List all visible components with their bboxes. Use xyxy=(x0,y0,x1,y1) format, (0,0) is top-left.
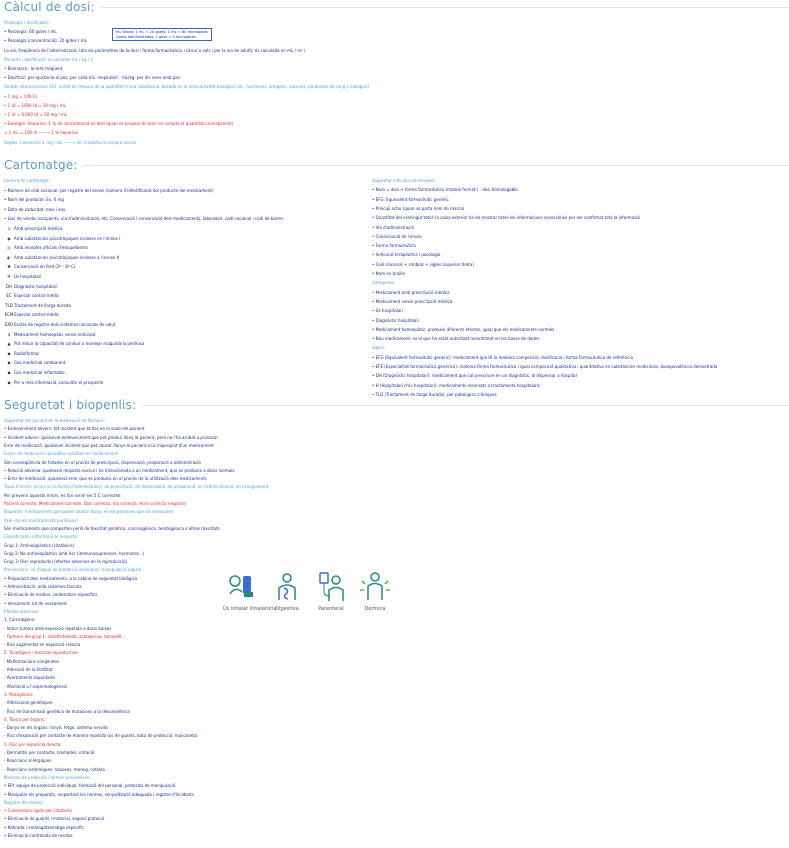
note-line xyxy=(372,318,419,323)
note-text: 1. Carcinògens: xyxy=(4,617,36,623)
note-text: - Reaccions al·lèrgiques xyxy=(4,758,52,764)
note-line xyxy=(4,29,57,34)
note-line xyxy=(372,187,518,192)
note-line xyxy=(372,299,452,304)
note-line xyxy=(4,518,78,523)
note-text: Diagnòstic hospitalari xyxy=(14,283,58,289)
note-text: Radiofàrmac xyxy=(14,350,40,356)
note-line xyxy=(372,364,717,369)
note-text: • EFG: Equivalent farmacèutic genèric xyxy=(372,196,449,202)
note-line xyxy=(4,245,88,250)
note-line xyxy=(4,426,144,431)
note-line xyxy=(4,341,144,346)
note-line xyxy=(4,758,51,763)
note-text: • Diagnòstic hospitalari xyxy=(372,317,420,323)
carton-symbol-icon: ⊙ xyxy=(7,226,11,231)
note-text: • Contenidors rígids per citotòxics xyxy=(4,808,73,814)
section-title-seguretat xyxy=(4,398,789,412)
section-title-cartonatge xyxy=(4,158,789,172)
note-text: Què són els medicaments perillosos? xyxy=(4,517,79,523)
note-line xyxy=(4,274,41,279)
note-line xyxy=(4,792,194,797)
note-text: Pacients i dosificació: es calculen mL / kg / h xyxy=(4,56,94,62)
note-text: ↳ 1 mL = 100 UI ——→ 1 % heparina xyxy=(4,130,78,136)
note-line xyxy=(4,543,74,548)
note-text: • Manipular els preparats, respectant les normes, senyalització adequada i registre d'incidents xyxy=(4,791,194,797)
note-text: • Reacció adversa: qualsevol resposta nociva i no intencionada a un medicament, que es produeix a dosis normals xyxy=(4,467,235,473)
note-line xyxy=(4,130,78,135)
note-line xyxy=(4,559,127,564)
note-line xyxy=(4,103,66,108)
note-text: • Posologia: 60 gotes / mL xyxy=(4,29,57,35)
note-text: • Incident advers: qualsevol esdeveniment que pot produir dany al pacient, però no l'ha arribat a provocar xyxy=(4,434,218,440)
note-text: • Via d'administració xyxy=(372,224,414,230)
note-text: Categories: xyxy=(372,280,395,286)
note-text: Grup 2: No antineoplàstics amb risc (immunosupressors, hormones...) xyxy=(4,550,145,556)
note-line xyxy=(4,717,45,722)
note-line xyxy=(4,642,80,647)
note-line xyxy=(4,94,37,99)
note-line: mL sàlvia: 1 mL = 20 gotes; 1 mL = 60 microgotes xyxy=(116,30,208,34)
note-line xyxy=(4,667,53,672)
note-line xyxy=(4,709,130,714)
note-text: • Forma farmacèutica xyxy=(372,243,416,249)
note-text: • Indicació terapèutica i posologia xyxy=(372,252,441,258)
note-line xyxy=(4,360,65,365)
note-line xyxy=(4,501,186,506)
note-text: - Avortaments espontanis xyxy=(4,675,56,681)
note-line xyxy=(4,443,214,448)
note-line xyxy=(4,332,95,337)
carton-symbol-icon: ◆ xyxy=(7,370,11,375)
note-text: • DH (Diagnòstic hospitalari): medicament que cal prescriure en un diagnòstic, al dispensar a hospital xyxy=(372,373,577,379)
note-text: • Administració: amb sistemes tancats xyxy=(4,584,82,589)
note-line xyxy=(4,626,111,631)
note-line xyxy=(4,700,53,705)
note-line xyxy=(4,48,306,53)
note-text: - Afectació a l'espermatogènesi xyxy=(4,683,68,689)
note-line xyxy=(372,197,449,202)
carton-symbol-icon: ◎ xyxy=(7,245,11,251)
note-text: - Fàrmacs del grup 1: ciclofosfamida, azatioprina, tamoxifè... xyxy=(4,633,126,639)
note-text: • Posologia (concentració): 20 gotes / mL xyxy=(4,38,87,44)
note-line xyxy=(4,226,62,231)
note-text: • Retirada i emmagatzematge específic xyxy=(4,824,84,830)
note-text: Són medicaments que comporten perill de toxicitat genètica, carcinogènica, teratogènica o altres toxicitats xyxy=(4,525,220,531)
note-text: Error de medicació: qualsevol incident que pot causar danys al pacient o ús inapropiat d'un medicament xyxy=(4,442,214,448)
note-line xyxy=(372,215,640,220)
iv-drip-icon xyxy=(314,572,348,606)
note-text: - Reaccions sistèmiques: nàusees, mareig, cefalea xyxy=(4,766,105,772)
note-line xyxy=(4,833,73,838)
note-text: Conservació en fred (2º - 8º C) xyxy=(14,264,76,270)
note-line xyxy=(4,216,283,221)
route-caption: Digestiva xyxy=(275,606,299,612)
note-text: - Alteracions genètiques xyxy=(4,700,53,706)
note-line xyxy=(4,526,220,531)
note-line xyxy=(4,38,87,43)
note-text: 2. Teratògens i toxicitat reproductiva: xyxy=(4,650,79,656)
note-text: • Número de codi nacional: per registre del servei (número d'identificació del producte del medicament) xyxy=(4,187,214,193)
note-text: Posologia i dosificació: xyxy=(4,20,50,25)
note-text: • Esdeveniment advers: tot incident que té lloc en la salut del pacient xyxy=(4,426,145,432)
note-text: - Danys en els òrgans: ronyó, fetge, sistema nerviós xyxy=(4,725,109,731)
note-text: - Alteració de la fertilitat xyxy=(4,667,53,672)
note-line xyxy=(4,783,175,788)
note-line xyxy=(4,617,35,622)
note-text: Especial control mèdic xyxy=(14,312,60,318)
note-line xyxy=(4,293,59,298)
note-line xyxy=(372,355,633,360)
note-line xyxy=(372,178,436,183)
note-text: Amb substàncies psicotròpiques incloses a l'annex II xyxy=(14,254,120,260)
note-text: • Conservació de l'envàs xyxy=(372,233,422,239)
note-line xyxy=(4,576,137,581)
note-text: Medicament homeopàtic sense indicació xyxy=(14,331,96,337)
note-text: 4. Tòxics per òrgans: xyxy=(4,716,46,722)
note-line xyxy=(4,84,369,89)
note-text: Tractament de llarga durada xyxy=(14,302,71,308)
note-text: • Principi actiu (quan no porta nom de marca) xyxy=(372,205,465,211)
note-line xyxy=(4,112,67,117)
carton-symbol-icon: EC xyxy=(6,293,12,299)
note-line xyxy=(4,322,116,327)
note-line xyxy=(372,225,414,230)
note-line xyxy=(4,380,103,385)
note-line xyxy=(4,493,122,498)
note-line xyxy=(4,725,108,730)
note-text: • Data de caducitat: mes i any xyxy=(4,206,66,212)
note-text: Unitats internacionals (UI): unitat de mesura de la quantitat d'una substància, basada en la seva activitat biològica (vit., hormones, antígens, vacunes, productes de sang o biològics) xyxy=(4,84,370,90)
note-line xyxy=(4,188,213,193)
note-text: Biopenlis: medicaments que poden causar danys en les persones que els manipulen xyxy=(4,509,174,515)
carton-symbol-icon: ◉ xyxy=(7,235,11,241)
note-line xyxy=(4,592,97,597)
note-line xyxy=(4,684,67,689)
note-line xyxy=(4,650,79,655)
note-text: • EPI: equips de protecció individual, formació del personal, protocols de manipulació xyxy=(4,783,176,789)
note-text: - Risc augmentat en exposició crònica xyxy=(4,642,81,648)
note-line xyxy=(4,121,233,126)
note-text: Amb receptes oficials d'estupefaents xyxy=(14,245,89,251)
note-text: • Nom en braille xyxy=(372,271,405,276)
note-text: Classificació i informació al respecte: xyxy=(4,534,79,540)
note-line xyxy=(372,206,464,211)
section-title-text: Càlcul de dosi: xyxy=(4,0,95,14)
carton-symbol-icon: ◆ xyxy=(7,360,11,366)
note-line xyxy=(4,264,75,269)
note-text: • H (Hospitalari d'ús hospitalari): medicaments reservats a tractaments hospitalaris xyxy=(372,382,541,388)
note-line xyxy=(4,207,65,212)
note-line xyxy=(4,733,198,738)
inhaler-icon xyxy=(226,572,260,606)
carton-symbol-icon: ▲ xyxy=(7,341,11,347)
note-text: • Preparació dels medicaments: a la cabina de seguretat biològica xyxy=(4,575,138,581)
note-line: Gotes administrades: 1 gota = 3 microgotes xyxy=(116,34,196,39)
note-text: - Risc de transmissió genètica de mutacions a la descendència xyxy=(4,708,130,714)
note-line xyxy=(4,775,90,780)
carton-symbol-icon: DH xyxy=(5,283,13,289)
note-text: • 1 UI = 1000 UI = 30 mg / mL xyxy=(4,102,66,108)
note-text: Seguretat indicada als envasos: xyxy=(372,178,436,183)
route-caption: Ús inhalat Inhalatòria xyxy=(223,606,277,612)
note-text: Lectura de cartonatge: xyxy=(4,178,50,183)
route-caption: Parenteral xyxy=(318,606,344,612)
note-line xyxy=(4,609,39,614)
digestive-icon xyxy=(270,572,304,606)
note-line xyxy=(4,509,173,514)
note-text: Efectes adversos: xyxy=(4,608,40,614)
note-text: • Nom = dosi + forma farmacèutica (mateix format ) · dosi homologable xyxy=(372,187,518,193)
note-line xyxy=(4,634,125,639)
note-line xyxy=(4,808,72,813)
note-text: • EFE (Especialitat farmacèutica genèrica): mateixa forma farmacèutica i igual composició qualitativa i quantitativa en substàncies medicinals, bioequivalència demostrada xyxy=(372,364,718,369)
note-text: • Nou medicament: es el que ha estat autoritzat recentment en les bases de dades xyxy=(372,336,540,342)
note-line xyxy=(4,435,218,440)
note-text: 5. Risc per exposició directa: xyxy=(4,741,62,747)
note-text: • 1 mg = 100 UI xyxy=(4,93,37,99)
note-line xyxy=(372,252,441,257)
note-text: Pot reduir la capacitat de conduir o manejar maquinària perillosa xyxy=(14,341,145,347)
note-text: • Vessament: kit de vessament xyxy=(4,600,67,606)
route-caption: Dèrmica xyxy=(364,606,386,612)
note-line xyxy=(4,370,65,375)
section-title-dosis xyxy=(4,0,789,14)
note-line xyxy=(4,236,120,241)
note-line xyxy=(372,234,422,239)
note-line xyxy=(372,308,403,313)
note-line xyxy=(372,345,385,350)
note-text: Regles: Conversió: 1 mg / mL ——→ ml. Freqüència sempre assolir xyxy=(4,139,137,145)
note-line xyxy=(372,327,554,332)
note-line xyxy=(4,140,136,145)
carton-symbol-icon: H xyxy=(7,274,11,279)
note-text: - Malformacions congènites xyxy=(4,658,60,664)
note-line xyxy=(4,601,67,606)
note-line xyxy=(4,178,50,183)
note-line xyxy=(4,484,268,489)
note-line xyxy=(4,460,201,465)
note-line xyxy=(4,675,55,680)
note-text: - Induir tumors amb exposició repetida a dosis baixes xyxy=(4,625,112,631)
note-text: • Medicament homeopàtic: produeix diferents efectes, igual que els medicaments normals xyxy=(372,326,555,332)
note-text: Per prevenir aquests errors, es fan servir les 5 C correctes: xyxy=(4,492,122,498)
note-text: • Codi nacional + símbols + sigles (superior dreta) xyxy=(372,261,474,267)
note-text: • Lloc de venda: excipients, via d'administració, etc. Conservació i conservació dels medicaments, laboratori, codi nacional i codi de barres xyxy=(4,216,284,222)
note-line xyxy=(4,197,64,202)
note-text: Exclòs de registre dels sistemes nacionals de salut xyxy=(14,322,116,327)
note-text: Ús hospitalari xyxy=(14,274,42,279)
note-text: • Quantitat del contingut total: la caixa exterior ha de mostrar totes les informacions necessàries per ser confirmat tota la informació xyxy=(372,215,640,221)
note-text: Gas medicinal comburent xyxy=(14,360,66,366)
note-line xyxy=(4,351,39,356)
note-line xyxy=(372,271,405,276)
note-text: • Medicament amb prescripció mèdica xyxy=(372,289,450,295)
note-line xyxy=(4,551,144,556)
carton-symbol-icon: ECM xyxy=(4,312,14,318)
note-line xyxy=(4,534,78,539)
note-line xyxy=(4,418,105,423)
carton-symbol-icon: TLD xyxy=(5,302,13,308)
note-line xyxy=(4,825,84,830)
note-text: Precaucions: ús d'equip de protecció individual i manipulació segura xyxy=(4,567,142,573)
note-text: Sigles: xyxy=(372,345,386,351)
note-text: • EFG (Equivalent farmacèutic genèric): medicament que té la mateixa composició, dosificació i forma farmacèutica de referència xyxy=(372,354,633,360)
carton-symbol-icon: ✱ xyxy=(7,264,11,270)
note-line xyxy=(4,659,59,664)
note-line xyxy=(372,392,497,397)
note-text: Seguretat del pacient en la medicació de fàrmacs: xyxy=(4,418,105,423)
note-text: • Eliminació de residus: contenidors específics xyxy=(4,592,98,598)
note-line xyxy=(4,692,33,697)
note-text: Gas medicinal inflamable xyxy=(14,370,65,375)
note-text: Pacient correcte, Medicament correcte, Dosi correcta, Via correcta, Hora correcta (registre) xyxy=(4,501,187,506)
note-line xyxy=(4,255,119,260)
note-text: • 1 UI = 6.000 UI = 20 mg / mL xyxy=(4,112,67,117)
note-text: 3. Mutagènics: xyxy=(4,691,34,697)
note-line xyxy=(4,816,104,821)
note-line xyxy=(4,767,105,772)
note-text: - Risc d'exposició per contacte de manera repetida (ús de guants, bata de protecció, mascareta) xyxy=(4,733,198,739)
note-text: La via, freqüència de l'administració, tots els paràmetres de la dosi i forma farmacèutica: (càlcul o vols i per la via de adult); és calculada en mL / m² i. xyxy=(4,47,307,53)
note-line xyxy=(4,303,71,308)
note-text: Grup 1: Antineoplàstics (citotòxics) xyxy=(4,542,75,548)
note-text: Són conseqüència de fallades en el procés de prescripció, dispensació, preparació o administració xyxy=(4,459,201,465)
note-text: • Error de medicació: qualsevol error que es produeix en el procés de la utilització dels medicaments xyxy=(4,476,207,482)
note-text: • Medicament sense prescripció mèdica xyxy=(372,298,453,304)
note-line xyxy=(4,567,141,572)
note-text: • Dosificar: per ajustar-la al pes, per cada mL: respiratori · mL/kg: per als nens amb pes xyxy=(4,75,180,81)
note-text: • TLD (Tractament de llarga durada): per patologies cròniques xyxy=(372,391,497,397)
note-line xyxy=(4,75,180,80)
note-text: Amb substàncies psicotròpiques incloses en l'annex I xyxy=(14,235,121,241)
note-line xyxy=(4,57,93,62)
note-line xyxy=(372,262,474,267)
note-line xyxy=(372,280,395,285)
carton-symbol-icon: ◆ xyxy=(7,379,11,385)
note-line xyxy=(4,312,59,317)
note-line xyxy=(4,800,44,805)
note-text: Per a més informació, consultar el prospecte xyxy=(14,379,104,385)
note-text: Mesures de protecció i formes preventives: xyxy=(4,774,91,780)
note-line xyxy=(4,451,119,456)
dermal-icon xyxy=(358,572,392,606)
note-text: • Eliminació de guants i material, segons protocol xyxy=(4,816,105,822)
note-text: Especial control mèdic xyxy=(14,293,60,299)
drops-conversion-note xyxy=(112,28,212,41)
note-text: Grup 3: Risc reproductiu (efectes adversos en la reproducció) xyxy=(4,559,128,565)
note-line xyxy=(4,476,207,481)
note-text: - Dermatitis per contacte, cremades, irritació xyxy=(4,750,95,755)
note-line xyxy=(4,742,62,747)
note-text: Registre de residus: xyxy=(4,799,44,805)
note-text: • Ús hospitalari xyxy=(372,308,403,314)
note-line xyxy=(4,66,62,71)
note-text: Amb prescripció mèdica xyxy=(14,226,63,231)
note-text: • Biomassa · la més freqüent xyxy=(4,66,63,71)
note-line xyxy=(4,750,94,755)
note-line xyxy=(372,383,540,388)
section-title-text: Cartonatge: xyxy=(4,158,78,172)
note-text: • Eliminació controlada de residus xyxy=(4,833,73,838)
note-line xyxy=(372,373,577,378)
note-text: • Nom del producte: Ex. X mg xyxy=(4,197,64,203)
carton-symbol-icon: ◐ xyxy=(7,254,11,260)
carton-symbol-icon: ◆ xyxy=(7,350,11,356)
note-text: Errors de medicació i possibles resultats en medicament: xyxy=(4,451,119,457)
note-line xyxy=(4,468,235,473)
note-line xyxy=(372,290,450,295)
carton-symbol-icon: EXO xyxy=(4,322,14,327)
note-text: • Exemple: Heparina: 1 % de concentració en dosi (quan es prepara és tenir en compte la quantitat corresponent) xyxy=(4,121,234,127)
carton-symbol-icon: ♀ xyxy=(7,331,11,337)
note-line xyxy=(372,336,539,341)
section-title-text: Seguretat i biopenlis: xyxy=(4,398,137,412)
note-text: Tipus d'errors: errors en la forma d'administració, de prescripció, de dispensació, de preparació, en l'administració, en el seguiment xyxy=(4,484,269,490)
note-line xyxy=(4,20,49,25)
note-line xyxy=(4,584,82,589)
note-line xyxy=(372,243,416,248)
note-line xyxy=(4,284,57,289)
